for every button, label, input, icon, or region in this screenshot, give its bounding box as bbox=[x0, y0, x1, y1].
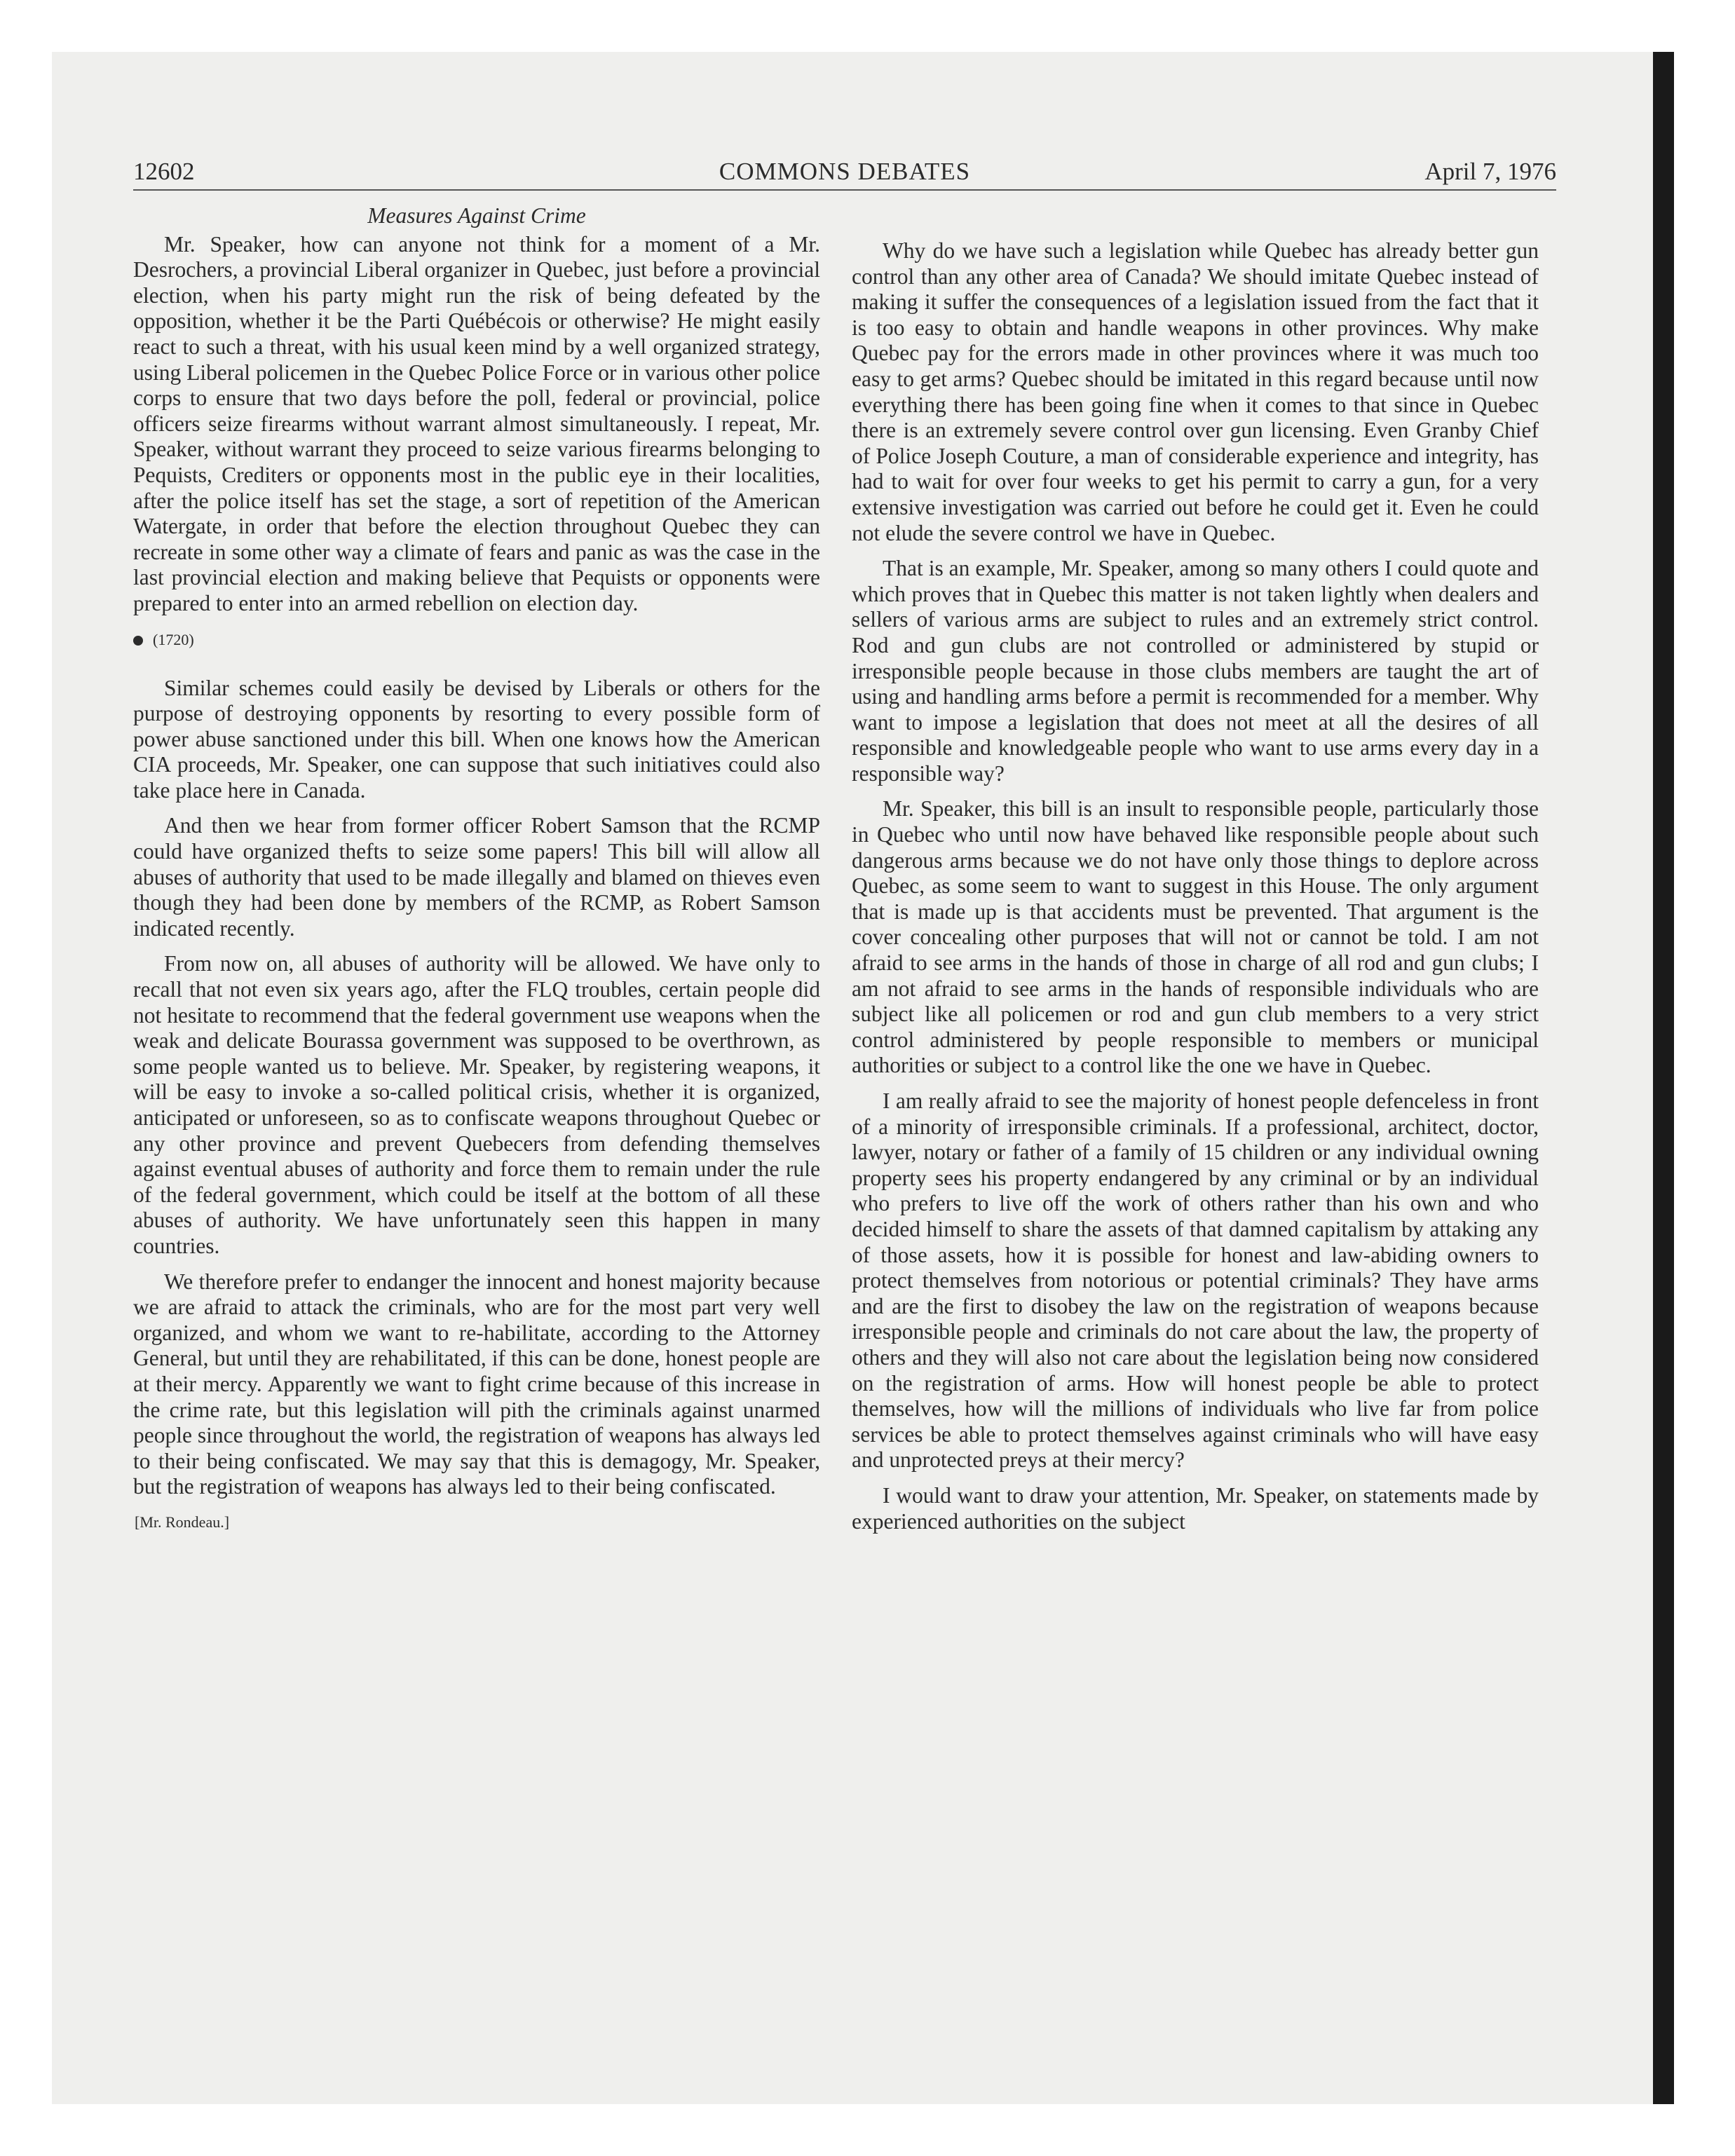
paragraph: Similar schemes could easily be devised by Liberals or others for the purpose of destroying opponents by resorting to every possible form of power abuse sanctioned under this bill. When one knows how the American CIA proceeds, Mr. Speaker, one can suppose that such initiatives could also take place here in Canada. bbox=[133, 675, 820, 803]
paragraph: And then we hear from former officer Robert Samson that the RCMP could have organized thefts to seize some papers! This bill will allow all abuses of authority that used to be made illegally and blamed on thieves even though they had been done by members of the RCMP, as Robert Samson indicated recently. bbox=[133, 813, 820, 941]
page-header bbox=[133, 154, 1556, 189]
paragraph: Mr. Speaker, how can anyone not think for a moment of a Mr. Desrochers, a provincial Liberal organizer in Quebec, just before a provincial election, when his party might run the risk of being defeated by the opposition, whether it be the Parti Québécois or otherwise? He might easily react to such a threat, with his usual keen mind by a well organized strategy, using Liberal policemen in the Quebec Police Force or in various other police corps to ensure that two days before the poll, federal or provincial, police officers seize firearms without warrant almost simultaneously. I repeat, Mr. Speaker, without warrant they proceed to seize various firearms belonging to Pequists, Crediters or opponents most in the public eye in their localities, after the police itself has set the stage, a sort of repetition of the American Watergate, in order that before the election throughout Quebec they can recreate in some other way a climate of fears and panic as was the case in the last provincial election and making believe that Pequists or opponents were prepared to enter into an armed rebellion on election day. bbox=[133, 231, 820, 615]
paragraph: That is an example, Mr. Speaker, among so many others I could quote and which proves that in Quebec this matter is not taken lightly when dealers and sellers of various arms are subject to rules and an extremely strict control. Rod and gun clubs are not controlled or administered by stupid or irresponsible people because in those clubs members are taught the art of using and handling arms before a permit is recommended for a member. Why want to impose a legislation that does not meet at all the desires of all responsible and knowledgeable people who want to use arms every day in a responsible way? bbox=[852, 556, 1539, 786]
left-paragraphs-before bbox=[133, 232, 820, 617]
publication-date: April 7, 1976 bbox=[1424, 158, 1556, 185]
paragraph: We therefore prefer to endanger the innocent and honest majority because we are afraid to attack the criminals, who are for the most part very well organized, and whom we want to re-habilitate, according to the Attorney General, but until they are rehabilitated, if this can be done, honest people are at their mercy. Apparently we want to fight crime because of this increase in the crime rate, but this legislation will pith the criminals against unarmed people since throughout the world, the registration of weapons has always led to their being confiscated. We may say that this is demagogy, Mr. Speaker, but the registration of weapons has always led to their being confiscated. bbox=[133, 1269, 820, 1499]
left-column bbox=[133, 203, 820, 1536]
section-heading: Measures Against Crime bbox=[367, 203, 586, 228]
paragraph: From now on, all abuses of authority will be allowed. We have only to recall that not even six years ago, after the FLQ troubles, certain people did not hesitate to recommend that the federal government use weapons when the weak and delicate Bourassa government was supposed to be overthrown, as some people wanted us to believe. Mr. Speaker, by registering weapons, it will be easy to invoke a so-called political crisis, whether it is organized, anticipated or unforeseen, so as to confiscate weapons throughout Quebec or any other province and prevent Quebecers from defending themselves against eventual abuses of authority and force them to remain under the rule of the federal government, which could be itself at the bottom of all these abuses of authority. We have unfortunately seen this happen in many countries. bbox=[133, 951, 820, 1258]
right-column bbox=[852, 238, 1539, 1544]
paragraph: I am really afraid to see the majority of honest people defenceless in front of a minority of irresponsible criminals. If a professional, architect, doctor, lawyer, notary or father of a family of 15 children or any individual owning property sees his property endangered by any criminal or by an individual who prefers to live off the work of others rather than his own and who decided himself to share the assets of that damned capitalism by attaking any of those assets, how it is possible for honest and law-abiding owners to protect themselves from notorious or potential criminals? They have arms and are the first to disobey the law on the registration of weapons because irresponsible people and criminals do not care about the law, the property of others and they will also not care about the legislation being now considered on the registration of arms. How will honest people be able to protect themselves, how will the millions of individuals who live far from police services be able to protect themselves against criminals who will have easy and unprotected preys at their mercy? bbox=[852, 1089, 1539, 1473]
paragraph: I would want to draw your attention, Mr. Speaker, on statements made by experienced authorities on the subject bbox=[852, 1482, 1539, 1534]
paragraph: Why do we have such a legislation while Quebec has already better gun control than any other area of Canada? We should imitate Quebec instead of making it suffer the consequences of a legislation issued from the fact that it is too easy to obtain and handle weapons in other provinces. Why make Quebec pay for the errors made in other provinces where it was much too easy to get arms? Quebec should be imitated in this regard because until now everything there has been going fine when it comes to that since in Quebec there is an extremely severe control over gun licensing. Even Granby Chief of Police Joseph Couture, a man of considerable experience and integrity, has had to wait for over four weeks to get his permit to carry a gun, for a very extensive investigation was carried out before he could get it. Even he could not elude the severe control we have in Quebec. bbox=[852, 238, 1539, 545]
right-paragraphs bbox=[852, 238, 1539, 1534]
time-marker-label: (1720) bbox=[153, 630, 194, 648]
bullet-icon bbox=[133, 636, 143, 646]
speaker-reference: [Mr. Rondeau.] bbox=[135, 1513, 230, 1531]
publication-title: COMMONS DEBATES bbox=[719, 158, 971, 185]
scan-edge-shadow bbox=[1653, 52, 1674, 2104]
left-paragraphs-after bbox=[133, 676, 820, 1500]
paragraph: Mr. Speaker, this bill is an insult to responsible people, particularly those in Quebec who until now have behaved like responsible people about such dangerous arms because we do not have only those things to deplore across Quebec, as some seem to want to suggest in this House. The only argument that is made up is that accidents must be prevented. That argument is the cover concealing other purposes that will not or cannot be told. I am not afraid to see arms in the hands of those in charge of all rod and gun clubs; I am not afraid to see arms in the hands of responsible individuals who are subject like all policemen or rod and gun club members to a very strict control administered by people responsible to members or municipal authorities or subject to a control like the one we have in Quebec. bbox=[852, 796, 1539, 1078]
header-rule bbox=[133, 189, 1556, 191]
time-marker bbox=[133, 629, 820, 650]
page-number: 12602 bbox=[133, 158, 195, 185]
